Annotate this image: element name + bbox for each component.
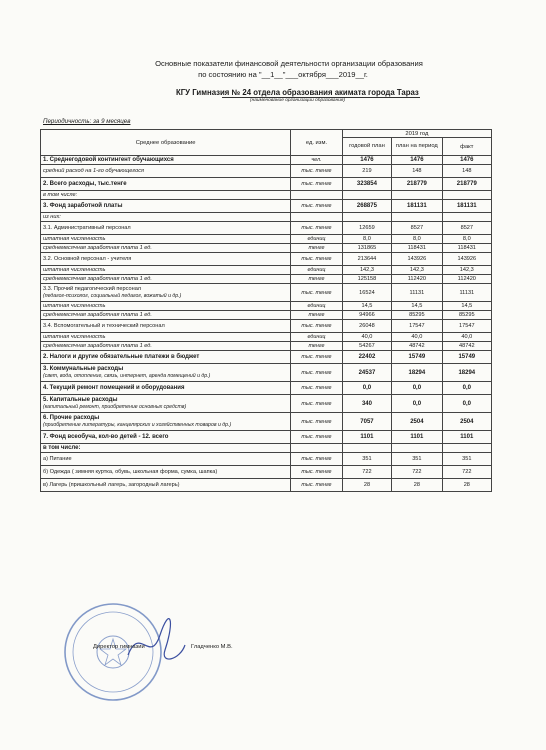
row-unit [291,191,343,200]
row-unit [291,444,343,453]
table-row [41,364,492,382]
row-period: 8527 [392,222,442,235]
row-name-note: (педагог-психолог, социальный педагог, вожатый и др.) [43,292,182,299]
row-unit: тыс. тенге [291,178,343,191]
table-row [41,320,492,333]
row-period: 143926 [392,253,442,266]
row-plan: 125158 [342,275,391,284]
row-name: 5. Капитальные расходы (капитальный ремонт, приобретение основных средств) [41,395,291,413]
row-fact: 142,3 [442,266,491,275]
row-period: 28 [392,479,442,492]
row-plan [342,444,391,453]
row-name: 2. Всего расходы, тыс.тенге [41,178,291,191]
row-fact: 1476 [442,156,491,165]
row-plan: 54267 [342,342,391,351]
row-plan: 323854 [342,178,391,191]
row-fact: 8527 [442,222,491,235]
row-plan: 8,0 [342,235,391,244]
row-unit: единиц [291,235,343,244]
row-unit: тенге [291,342,343,351]
row-period: 218779 [392,178,442,191]
row-name: 6. Прочие расходы (приобретение литературы, канцелярских и хозяйственных товаров и др.) [41,413,291,431]
row-fact: 2504 [442,413,491,431]
row-period: 142,3 [392,266,442,275]
row-name: 3. Коммунальные расходы (свет, вода, отопление, связь, интернет, аренда помещений и др.) [41,364,291,382]
row-unit: единиц [291,302,343,311]
row-period: 14,5 [392,302,442,311]
row-plan: 0,0 [342,382,391,395]
table-row [41,302,492,311]
row-period: 722 [392,466,442,479]
row-fact: 218779 [442,178,491,191]
report-date: по состоянию на "__1__"___октября___2019__г. [198,70,368,79]
table-row [41,266,492,275]
table-row [41,444,492,453]
table-row [41,165,492,178]
table-row [41,156,492,165]
row-plan: 14,5 [342,302,391,311]
row-plan: 94966 [342,311,391,320]
row-unit: тыс. тенге [291,364,343,382]
table-row [41,342,492,351]
table-row [41,413,492,431]
table-row [41,395,492,413]
row-fact [442,213,491,222]
row-period: 40,0 [392,333,442,342]
organization-caption: (наименование организации образования) [250,98,346,103]
row-fact: 112420 [442,275,491,284]
row-plan [342,191,391,200]
row-period: 118431 [392,244,442,253]
row-unit: тыс. тенге [291,222,343,235]
table-row [41,333,492,342]
table-row [41,235,492,244]
row-name: 3.1. Административный персонал [41,222,291,235]
row-plan: 24537 [342,364,391,382]
row-unit: тыс. тенге [291,253,343,266]
table-row [41,275,492,284]
row-plan: 722 [342,466,391,479]
table-row [41,382,492,395]
row-fact: 118431 [442,244,491,253]
row-period: 2504 [392,413,442,431]
organization-name: КГУ Гимназия № 24 отдела образования акимата города Тараз [176,88,419,97]
row-unit: тыс. тенге [291,284,343,302]
row-fact: 28 [442,479,491,492]
row-period: 11131 [392,284,442,302]
row-period [392,444,442,453]
table-row [41,453,492,466]
row-unit: тенге [291,275,343,284]
row-fact: 11131 [442,284,491,302]
row-name: среднемесячная заработная плата 1 ед. [41,342,291,351]
row-name: среднемесячная заработная плата 1 ед. [41,275,291,284]
row-period: 0,0 [392,395,442,413]
row-name: в том числе: [41,191,291,200]
row-name: 7. Фонд всеобуча, кол-во детей - 12. всего [41,431,291,444]
table-row [41,200,492,213]
row-period [392,213,442,222]
row-plan: 219 [342,165,391,178]
row-name: среднемесячная заработная плата 1 ед. [41,311,291,320]
row-plan: 351 [342,453,391,466]
row-unit: тыс. тенге [291,466,343,479]
row-plan: 26048 [342,320,391,333]
table-row [41,191,492,200]
row-name: штатная численность [41,266,291,275]
row-name: штатная численность [41,333,291,342]
row-unit: тыс. тенге [291,165,343,178]
row-fact: 48742 [442,342,491,351]
row-period: 112420 [392,275,442,284]
row-fact: 85295 [442,311,491,320]
row-unit: тыс. тенге [291,479,343,492]
row-fact: 14,5 [442,302,491,311]
row-fact: 8,0 [442,235,491,244]
row-unit: тыс. тенге [291,413,343,431]
row-fact: 40,0 [442,333,491,342]
row-name: средний расход на 1-го обучающегося [41,165,291,178]
row-name: в том числе: [41,444,291,453]
report-title: Основные показатели финансовой деятельности организации образования [155,59,423,68]
row-unit: единиц [291,333,343,342]
row-name: в) Лагерь (пришкольный лагерь, загородный лагерь) [41,479,291,492]
row-plan: 340 [342,395,391,413]
row-unit: тыс. тенге [291,351,343,364]
row-name: 3.3. Прочий педагогический персонал (педагог-психолог, социальный педагог, вожатый и др.) [41,284,291,302]
table-row [41,244,492,253]
row-name-note: (капитальный ремонт, приобретение основных средств) [43,403,187,410]
row-fact: 722 [442,466,491,479]
row-name: из них: [41,213,291,222]
periodicity: Периодичность: за 9 месяцев [43,118,131,125]
row-period: 1476 [392,156,442,165]
row-fact: 148 [442,165,491,178]
table-row [41,213,492,222]
row-name: 3.2. Основной персонал - учителя [41,253,291,266]
row-plan: 213644 [342,253,391,266]
row-plan: 22402 [342,351,391,364]
row-plan: 131865 [342,244,391,253]
header-name: Среднее образование [41,130,291,156]
row-period [392,191,442,200]
header-plan: годовой план [342,138,391,156]
row-period: 15749 [392,351,442,364]
row-name: 1. Среднегодовой контингент обучающихся [41,156,291,165]
row-fact: 17547 [442,320,491,333]
row-period: 17547 [392,320,442,333]
row-name: среднемесячная заработная плата 1 ед. [41,244,291,253]
header-unit: ед. изм. [291,130,343,156]
row-period: 181131 [392,200,442,213]
director-name: Гладченко М.В. [191,644,233,650]
financial-table [40,129,492,492]
row-name: 3.4. Вспомогательный и технический персонал [41,320,291,333]
row-name: 3. Фонд заработной платы [41,200,291,213]
row-fact: 143926 [442,253,491,266]
row-unit: тыс. тенге [291,320,343,333]
table-row [41,222,492,235]
row-name: а) Питание [41,453,291,466]
director-title: Директор гимназии [93,644,145,650]
row-name: 4. Текущий ремонт помещений и оборудования [41,382,291,395]
row-period: 48742 [392,342,442,351]
row-period: 85295 [392,311,442,320]
row-fact: 351 [442,453,491,466]
row-fact: 181131 [442,200,491,213]
row-period: 8,0 [392,235,442,244]
row-unit: тыс. тенге [291,395,343,413]
row-unit: тыс. тенге [291,453,343,466]
table-row [41,466,492,479]
row-unit: чел. [291,156,343,165]
row-period: 148 [392,165,442,178]
row-name: 2. Налоги и другие обязательные платежи в бюджет [41,351,291,364]
header-period: план на период [392,138,442,156]
table-row [41,479,492,492]
row-name-note: (приобретение литературы, канцелярских и хозяйственных товаров и др.) [43,421,232,428]
row-fact [442,444,491,453]
row-unit: тыс. тенге [291,431,343,444]
table-row [41,311,492,320]
row-plan: 12659 [342,222,391,235]
row-fact: 18294 [442,364,491,382]
row-plan: 16524 [342,284,391,302]
table-row [41,351,492,364]
row-fact [442,191,491,200]
row-unit: тенге [291,244,343,253]
row-plan: 28 [342,479,391,492]
row-unit: единиц [291,266,343,275]
header-year: 2019 год [342,130,491,138]
row-unit [291,213,343,222]
row-unit: тенге [291,311,343,320]
row-plan: 40,0 [342,333,391,342]
row-period: 351 [392,453,442,466]
row-plan: 1101 [342,431,391,444]
row-unit: тыс. тенге [291,200,343,213]
row-plan [342,213,391,222]
row-name: б) Одежда ( зимняя куртка, обувь, школьная форма, сумка, шапка) [41,466,291,479]
row-fact: 15749 [442,351,491,364]
row-fact: 1101 [442,431,491,444]
header-fact: факт [442,138,491,156]
row-period: 0,0 [392,382,442,395]
row-fact: 0,0 [442,395,491,413]
row-plan: 7057 [342,413,391,431]
row-plan: 1476 [342,156,391,165]
table-row [41,253,492,266]
row-period: 18294 [392,364,442,382]
row-period: 1101 [392,431,442,444]
row-fact: 0,0 [442,382,491,395]
row-name: штатная численность [41,235,291,244]
row-name: штатная численность [41,302,291,311]
row-plan: 142,3 [342,266,391,275]
row-name-note: (свет, вода, отопление, связь, интернет, аренда помещений и др.) [43,372,211,379]
row-plan: 268875 [342,200,391,213]
row-unit: тыс. тенге [291,382,343,395]
table-row [41,431,492,444]
table-row [41,178,492,191]
table-row [41,284,492,302]
